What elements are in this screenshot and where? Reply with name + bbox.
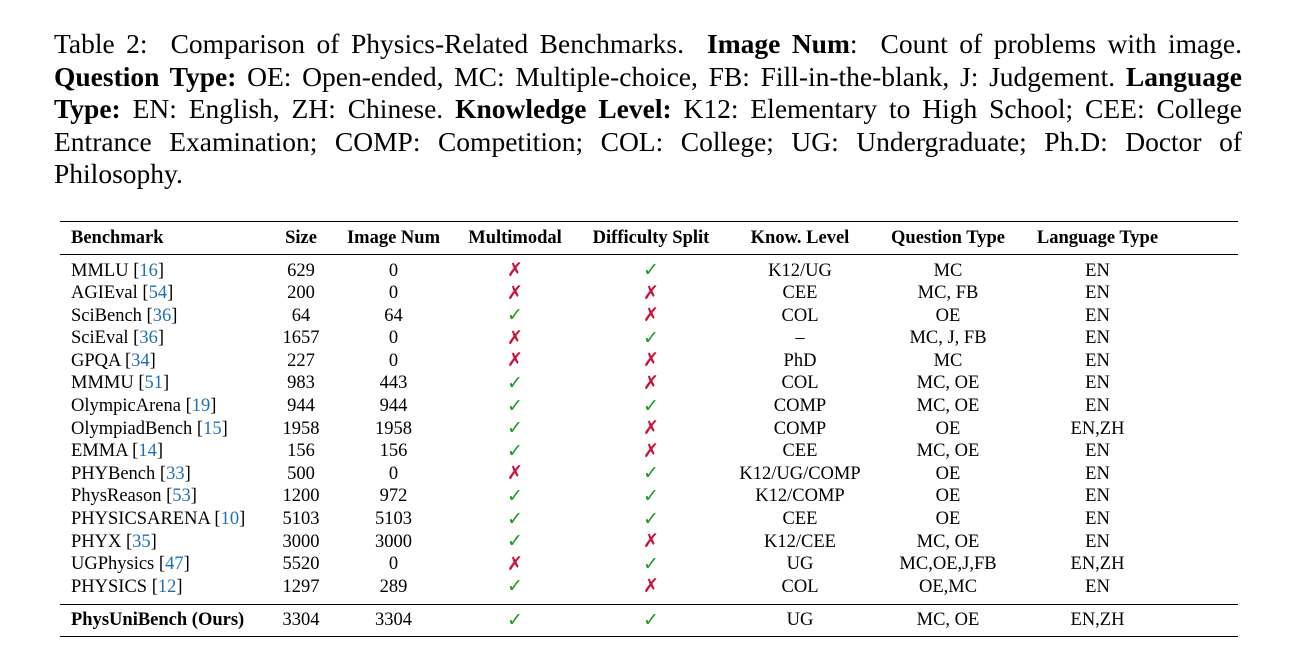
cell-multimodal xyxy=(455,604,575,636)
cell-difficulty-split xyxy=(575,531,727,554)
table-row xyxy=(60,531,1238,554)
cell-difficulty-split xyxy=(575,554,727,577)
cell-benchmark: PHYBench [33] xyxy=(71,463,191,484)
cell-multimodal xyxy=(455,328,575,351)
cell-language-type: EN xyxy=(1085,328,1110,349)
cell-benchmark: MMLU [16] xyxy=(71,260,165,281)
cell-know-level: K12/COMP xyxy=(755,486,845,507)
table-row xyxy=(60,328,1238,351)
header-multimodal: Multimodal xyxy=(468,227,562,248)
cell-know-level: K12/UG xyxy=(768,260,832,281)
cell-size: 1297 xyxy=(282,576,320,597)
cell-know-level: K12/CEE xyxy=(764,531,836,552)
cell-know-level: UG xyxy=(786,554,814,575)
table-row xyxy=(60,255,1238,283)
cell-difficulty-split xyxy=(575,350,727,373)
cell-image-num: 1958 xyxy=(375,418,412,439)
table-row xyxy=(60,486,1238,509)
check-icon: ✓ xyxy=(507,530,523,553)
cross-icon: ✗ xyxy=(507,349,523,372)
benchmark-name: UGPhysics xyxy=(71,554,155,575)
cross-icon: ✗ xyxy=(507,462,523,485)
cell-image-num: 0 xyxy=(388,260,399,281)
cell-language-type: EN xyxy=(1085,463,1110,484)
table-row xyxy=(60,283,1238,306)
check-icon: ✓ xyxy=(507,608,523,631)
cell-image-num: 5103 xyxy=(375,509,412,530)
cross-icon: ✗ xyxy=(643,371,659,394)
cell-multimodal xyxy=(455,396,575,419)
benchmark-table-wrap xyxy=(60,221,1238,637)
caption-desc-question-type: OE: Open-ended, MC: Multiple-choice, FB: Fill-in-the-blank, J: Judgement. xyxy=(247,60,1116,92)
cell-image-num: 0 xyxy=(388,328,399,349)
caption-term-question-type: Question Type: xyxy=(54,60,237,92)
cell-image-num: 972 xyxy=(379,486,408,507)
check-icon: ✓ xyxy=(507,371,523,394)
citation-link[interactable]: 10 xyxy=(220,509,240,530)
cross-icon: ✗ xyxy=(507,259,523,281)
caption-desc-image-num: Count of problems with image. xyxy=(880,28,1243,59)
cell-benchmark: PhysReason [53] xyxy=(71,486,197,507)
cell-benchmark: SciEval [36] xyxy=(71,328,165,349)
cell-benchmark: OlympicArena [19] xyxy=(71,396,217,417)
cell-language-type: EN xyxy=(1085,305,1110,326)
caption-term-image-num: Image Num xyxy=(707,28,850,59)
cell-benchmark: UGPhysics [47] xyxy=(71,554,190,575)
cell-difficulty-split xyxy=(575,604,727,636)
cell-question-type: OE xyxy=(935,463,961,484)
header-size: Size xyxy=(285,227,317,248)
cell-difficulty-split xyxy=(575,396,727,419)
cell-know-level: CEE xyxy=(782,283,818,304)
citation-link[interactable]: 12 xyxy=(157,576,177,597)
cell-know-level: PhD xyxy=(783,350,817,371)
cell-language-type: EN xyxy=(1085,576,1110,597)
cell-size: 156 xyxy=(287,441,315,462)
cross-icon: ✗ xyxy=(507,552,523,575)
cross-icon: ✗ xyxy=(643,530,659,553)
benchmark-name: MMMU xyxy=(71,373,134,394)
citation-link[interactable]: 15 xyxy=(203,418,222,439)
cell-question-type: MC, OE xyxy=(916,610,980,631)
cross-icon: ✗ xyxy=(643,575,659,598)
cell-multimodal xyxy=(455,305,575,328)
cell-image-num: 0 xyxy=(388,463,399,484)
cell-difficulty-split xyxy=(575,418,727,441)
cell-difficulty-split xyxy=(575,463,727,486)
benchmark-comparison-table xyxy=(60,221,1238,637)
cell-know-level: COMP xyxy=(773,396,827,417)
cell-multimodal xyxy=(455,576,575,604)
cell-question-type: OE xyxy=(935,486,961,507)
table-row xyxy=(60,509,1238,532)
table-row xyxy=(60,463,1238,486)
cell-difficulty-split xyxy=(575,328,727,351)
cell-size: 983 xyxy=(287,373,315,394)
cell-benchmark: PHYX [35] xyxy=(71,531,157,552)
table-row xyxy=(60,373,1238,396)
cell-image-num: 0 xyxy=(388,283,399,304)
cell-multimodal xyxy=(455,350,575,373)
cell-difficulty-split xyxy=(575,509,727,532)
cell-image-num: 156 xyxy=(379,441,408,462)
caption-term-language-type: Language Type: xyxy=(54,60,1243,125)
benchmark-name: SciEval xyxy=(71,328,129,349)
table-row xyxy=(60,576,1238,604)
cell-size: 3000 xyxy=(282,531,320,552)
cross-icon: ✗ xyxy=(643,349,659,372)
cell-multimodal xyxy=(455,441,575,464)
cell-benchmark: PHYSICSARENA [10] xyxy=(71,509,246,530)
check-icon: ✓ xyxy=(507,417,523,440)
check-icon: ✓ xyxy=(643,326,659,349)
check-icon: ✓ xyxy=(643,462,659,485)
cell-difficulty-split xyxy=(575,373,727,396)
benchmark-name: MMLU xyxy=(71,260,129,281)
cell-question-type: MC xyxy=(933,260,963,281)
benchmark-name: OlympiadBench xyxy=(71,418,193,439)
cell-question-type: MC, OE xyxy=(916,373,980,394)
cross-icon: ✗ xyxy=(643,304,659,327)
cross-icon: ✗ xyxy=(507,326,523,349)
cell-question-type: MC, OE xyxy=(916,441,980,462)
cross-icon: ✗ xyxy=(643,439,659,462)
cell-difficulty-split xyxy=(575,305,727,328)
check-icon: ✓ xyxy=(643,484,659,507)
cell-language-type: EN xyxy=(1085,260,1110,281)
table-row xyxy=(60,554,1238,577)
cell-size: 944 xyxy=(287,396,315,417)
citation-link[interactable]: 36 xyxy=(139,328,158,349)
cell-know-level: UG xyxy=(786,610,814,631)
cell-image-num: 3000 xyxy=(375,531,412,552)
cell-image-num: 289 xyxy=(379,576,408,597)
cell-language-type: EN xyxy=(1085,441,1110,462)
benchmark-name: PhysReason xyxy=(71,486,162,507)
benchmark-name: PHYBench xyxy=(71,463,156,484)
check-icon: ✓ xyxy=(643,259,659,281)
cell-question-type: MC xyxy=(933,350,963,371)
cell-benchmark: AGIEval [54] xyxy=(71,283,174,304)
cell-size: 1200 xyxy=(282,486,320,507)
cell-question-type: OE xyxy=(935,509,961,530)
cell-image-num: 443 xyxy=(379,373,408,394)
cell-image-num: 944 xyxy=(379,396,408,417)
benchmark-name: PHYSICSARENA xyxy=(71,509,210,530)
cell-benchmark: PhysUniBench (Ours) xyxy=(71,610,245,631)
cell-question-type: MC, FB xyxy=(917,283,979,304)
cell-multimodal xyxy=(455,255,575,283)
check-icon: ✓ xyxy=(507,575,523,598)
citation-link[interactable]: 54 xyxy=(148,283,168,304)
cell-multimodal xyxy=(455,373,575,396)
benchmark-name: OlympicArena xyxy=(71,396,181,417)
citation-link[interactable]: 36 xyxy=(152,305,172,326)
cell-difficulty-split xyxy=(575,576,727,604)
cell-image-num: 3304 xyxy=(375,610,412,631)
caption-desc-knowledge-level: K12: Elementary to High School; CEE: College Entrance Examination; COMP: Competition; COL: College; UG: Undergraduate; Ph.D: Doctor of Philosophy. xyxy=(54,93,1243,190)
cell-language-type: EN xyxy=(1085,350,1110,371)
citation-link[interactable]: 51 xyxy=(144,373,164,394)
cell-know-level: CEE xyxy=(782,441,818,462)
cell-language-type: EN,ZH xyxy=(1070,418,1125,439)
check-icon: ✓ xyxy=(643,507,659,530)
table-caption: Table 2: Comparison of Physics-Related Benchmarks. Image Num: Count of problems with image. Question Type: OE: Open-ended, MC: Multiple-choice, FB: Fill-in-the-blank, J: Judgement. Language Type: EN: English, ZH: Chinese. Knowledge Level: K12: Elementary to High School; CEE: College Entrance Examination; COMP: Competition; COL: College; UG: Undergraduate; Ph.D: Doctor of Philosophy. xyxy=(54,28,1243,190)
cell-size: 227 xyxy=(287,350,315,371)
check-icon: ✓ xyxy=(643,608,659,631)
citation-link[interactable]: 53 xyxy=(172,486,191,507)
header-image-num: Image Num xyxy=(346,227,440,248)
cell-difficulty-split xyxy=(575,441,727,464)
cell-image-num: 0 xyxy=(388,350,399,371)
cell-benchmark: PHYSICS [12] xyxy=(71,576,183,597)
cell-language-type: EN xyxy=(1085,509,1110,530)
benchmark-name: SciBench xyxy=(71,305,142,326)
cell-language-type: EN xyxy=(1085,531,1110,552)
caption-title: Comparison of Physics-Related Benchmarks. xyxy=(170,28,684,59)
cell-language-type: EN xyxy=(1085,396,1110,417)
cell-know-level: – xyxy=(795,328,805,349)
check-icon: ✓ xyxy=(643,552,659,575)
cell-size: 1657 xyxy=(282,328,320,349)
table-row xyxy=(60,441,1238,464)
cell-language-type: EN,ZH xyxy=(1070,610,1125,631)
check-icon: ✓ xyxy=(507,439,523,462)
header-benchmark: Benchmark xyxy=(71,227,164,248)
cell-question-type: OE xyxy=(935,418,961,439)
citation-link[interactable]: 35 xyxy=(132,531,151,552)
table-header-row xyxy=(60,222,1238,255)
cell-multimodal xyxy=(455,486,575,509)
cell-benchmark: MMMU [51] xyxy=(71,373,170,394)
cell-multimodal xyxy=(455,531,575,554)
cell-language-type: EN xyxy=(1085,373,1110,394)
cell-image-num: 0 xyxy=(388,554,399,575)
cell-know-level: K12/UG/COMP xyxy=(739,463,861,484)
cell-language-type: EN xyxy=(1085,486,1110,507)
cell-size: 629 xyxy=(287,260,315,281)
cross-icon: ✗ xyxy=(643,417,659,440)
cell-language-type: EN xyxy=(1085,283,1110,304)
check-icon: ✓ xyxy=(507,507,523,530)
cell-difficulty-split xyxy=(575,255,727,283)
citation-link[interactable]: 14 xyxy=(138,441,157,462)
cell-multimodal xyxy=(455,554,575,577)
cell-know-level: COL xyxy=(781,305,819,326)
check-icon: ✓ xyxy=(643,394,659,417)
cell-multimodal xyxy=(455,463,575,486)
cross-icon: ✗ xyxy=(507,281,523,304)
caption-label: Table 2: xyxy=(54,28,148,59)
citation-link[interactable]: 16 xyxy=(139,260,158,281)
header-difficulty-split: Difficulty Split xyxy=(592,227,710,248)
cell-benchmark: EMMA [14] xyxy=(71,441,164,462)
cell-question-type: MC,OE,J,FB xyxy=(899,554,997,575)
table-row xyxy=(60,350,1238,373)
cell-difficulty-split xyxy=(575,486,727,509)
citation-link[interactable]: 19 xyxy=(191,396,211,417)
cell-size: 500 xyxy=(287,463,315,484)
header-know-level: Know. Level xyxy=(750,227,850,248)
check-icon: ✓ xyxy=(507,484,523,507)
cross-icon: ✗ xyxy=(643,281,659,304)
cell-question-type: MC, J, FB xyxy=(909,328,987,349)
header-question-type: Question Type xyxy=(891,227,1005,248)
table-row xyxy=(60,305,1238,328)
table-row-ours xyxy=(60,604,1238,636)
cell-benchmark: SciBench [36] xyxy=(71,305,178,326)
cell-question-type: MC, OE xyxy=(916,396,980,417)
cell-question-type: OE,MC xyxy=(918,576,978,597)
benchmark-name: AGIEval xyxy=(71,283,138,304)
cell-question-type: OE xyxy=(935,305,961,326)
benchmark-name: GPQA xyxy=(71,350,121,371)
cell-multimodal xyxy=(455,509,575,532)
caption-term-knowledge-level: Knowledge Level: xyxy=(455,93,672,125)
caption-desc-language-type: EN: English, ZH: Chinese. xyxy=(132,93,444,125)
cell-multimodal xyxy=(455,418,575,441)
cell-benchmark: OlympiadBench [15] xyxy=(71,418,228,439)
cell-language-type: EN,ZH xyxy=(1070,554,1125,575)
cell-question-type: MC, OE xyxy=(916,531,980,552)
cell-size: 64 xyxy=(291,305,311,326)
cell-know-level: COMP xyxy=(773,418,827,439)
cell-benchmark: GPQA [34] xyxy=(71,350,156,371)
cell-size: 1958 xyxy=(282,418,320,439)
cell-know-level: CEE xyxy=(782,509,818,530)
cell-size: 5103 xyxy=(282,509,320,530)
table-ours-section xyxy=(60,604,1238,636)
citation-link[interactable]: 47 xyxy=(165,554,184,575)
table-row xyxy=(60,418,1238,441)
cell-size: 5520 xyxy=(282,554,320,575)
cell-image-num: 64 xyxy=(384,305,403,326)
citation-link[interactable]: 34 xyxy=(131,350,150,371)
check-icon: ✓ xyxy=(507,304,523,327)
check-icon: ✓ xyxy=(507,394,523,417)
benchmark-name: PHYX xyxy=(71,531,122,552)
cell-know-level: COL xyxy=(781,576,819,597)
header-language-type: Language Type xyxy=(1036,227,1159,248)
cell-size: 200 xyxy=(287,283,315,304)
cell-multimodal xyxy=(455,283,575,306)
cell-difficulty-split xyxy=(575,283,727,306)
table-row xyxy=(60,396,1238,419)
cell-size: 3304 xyxy=(282,610,320,631)
benchmark-name: PHYSICS xyxy=(71,576,148,597)
table-body xyxy=(60,255,1238,605)
benchmark-name: EMMA xyxy=(71,441,128,462)
cell-know-level: COL xyxy=(781,373,819,394)
citation-link[interactable]: 33 xyxy=(166,463,185,484)
